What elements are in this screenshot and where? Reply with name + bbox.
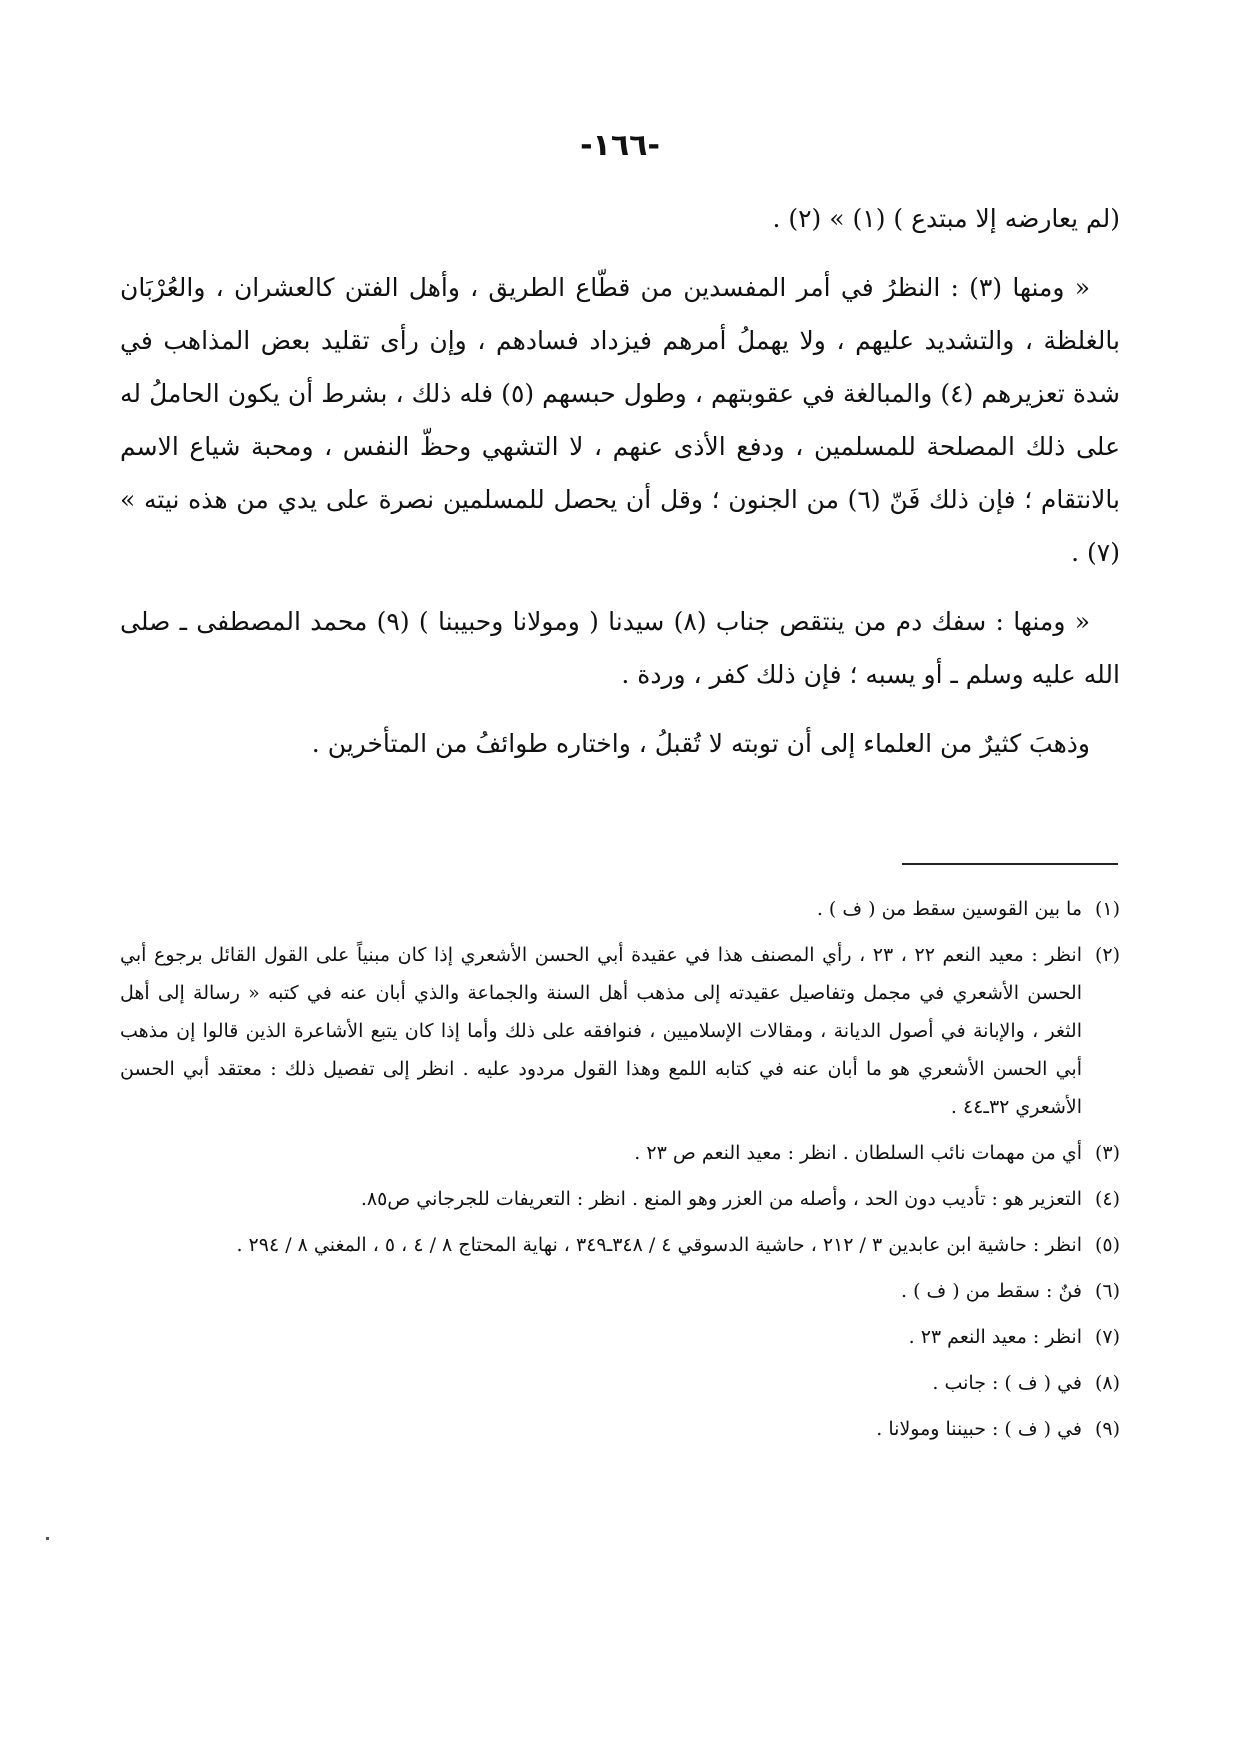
footnote-number: (٧) (1094, 1326, 1120, 1348)
footnote (120, 890, 1120, 928)
footnote-text: في ( ف ) : حبيننا ومولانا . (876, 1418, 1082, 1440)
page-number: -١٦٦- (580, 128, 660, 163)
footnote-number: (٤) (1094, 1188, 1120, 1210)
paragraph: وذهبَ كثيرٌ من العلماء إلى أن توبته لا تُقبلُ ، واختاره طوائفُ من المتأخرين . (311, 729, 1090, 758)
footnote (120, 936, 1120, 1126)
footnote-number: (٥) (1094, 1234, 1120, 1256)
footnote-number: (٦) (1094, 1280, 1120, 1302)
footnote-text: أي من مهمات نائب السلطان . انظر : معيد النعم ص ٢٣ . (634, 1142, 1082, 1164)
main-text (120, 192, 1120, 786)
footnote-number: (٨) (1094, 1372, 1120, 1394)
paragraph: « ومنها : سفك دم من ينتقص جناب (٨) سيدنا ( ومولانا وحبيبنا ) (٩) محمد المصطفى ـ صلى الله عليه وسلم ـ أو يسبه ؛ فإن ذلك كفر ، وردة . (120, 607, 1120, 689)
footnote-text: التعزير هو : تأديب دون الحد ، وأصله من العزر وهو المنع . انظر : التعريفات للجرجاني ص٨٥. (360, 1188, 1082, 1210)
paragraph: (لم يعارضه إلا مبتدع ) (١) » (٢) . (772, 204, 1120, 233)
footnote (120, 1318, 1120, 1356)
footnotes (120, 890, 1120, 1456)
footnote-text: انظر : حاشية ابن عابدين ٣ / ٢١٢ ، حاشية الدسوقي ٤ / ٣٤٨ـ٣٤٩ ، نهاية المحتاج ٨ / ٤ ، ٥ ، المغني ٨ / ٢٩٤ . (236, 1234, 1082, 1256)
footnote-text: ما بين القوسين سقط من ( ف ) . (816, 898, 1082, 920)
footnote-number: (١) (1094, 898, 1120, 920)
footnote-text: في ( ف ) : جانب . (932, 1372, 1082, 1394)
footnote-number: (٢) (1094, 944, 1120, 966)
footnote (120, 1180, 1120, 1218)
footnote-text: انظر : معيد النعم ٢٣ . (908, 1326, 1082, 1348)
footnote-number: (٩) (1094, 1418, 1120, 1440)
footnote (120, 1134, 1120, 1172)
paragraph: « ومنها (٣) : النظرُ في أمر المفسدين من قطّاع الطريق ، وأهل الفتن كالعشران ، والعُرْبَان بالغلظة ، والتشديد عليهم ، ولا يهملُ أمرهم فيزداد فسادهم ، وإن رأى تقليد بعض المذاهب في شدة تعزيرهم (٤) والمبالغة في عقوبتهم ، وطول حبسهم (٥) فله ذلك ، بشرط أن يكون الحاملُ له على ذلك المصلحة للمسلمين ، ودفع الأذى عنهم ، لا التشهي وحظّ النفس ، ومحبة شياع الاسم بالانتقام ؛ فإن ذلك فَنّ (٦) من الجنون ؛ وقل أن يحصل للمسلمين نصرة على يدي من هذه نيته » (٧) . (120, 273, 1121, 567)
footnote (120, 1364, 1120, 1402)
footnote (120, 1410, 1120, 1448)
footnote-separator (902, 863, 1118, 865)
scan-speck (46, 1537, 49, 1540)
footnote (120, 1272, 1120, 1310)
footnote-text: فنٌ : سقط من ( ف ) . (901, 1280, 1082, 1302)
footnote-text: انظر : معيد النعم ٢٢ ، ٢٣ ، رأي المصنف هذا في عقيدة أبي الحسن الأشعري إذا كان مبنياً على القول القائل برجوع أبي الحسن الأشعري في مجمل وتفاصيل عقيدته إلى مذهب أهل السنة والجماعة والذي أبان عنه في كتبه « رسالة إلى أهل الثغر ، والإبانة في أصول الديانة ، ومقالات الإسلاميين ، فنوافقه على ذلك وأما إذا كان يتبع الأشاعرة الذين قالوا إن مذهب أبي الحسن الأشعري هو ما أبان عنه في كتابه اللمع وهذا القول مردود عليه . انظر إلى تفصيل ذلك : معتقد أبي الحسن الأشعري ٣٢ـ٤٤ . (120, 944, 1082, 1118)
footnote (120, 1226, 1120, 1264)
footnote-number: (٣) (1094, 1142, 1120, 1164)
